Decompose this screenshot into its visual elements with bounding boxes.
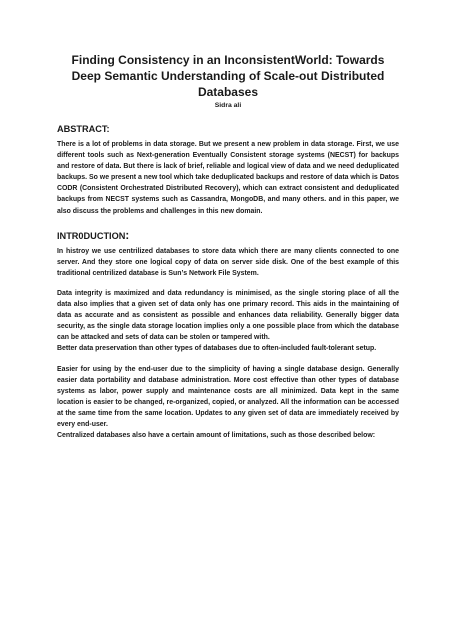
introduction-heading-text: INTR0DUCTION (57, 230, 126, 241)
abstract-text: There is a lot of problems in data storage. But we present a new problem in data storage. First, we use different tools such as Next-generation Eventually Consistent storage systems (NECST) for backups and restore of data. But there is lack of brief, reliable and logical view of data and we need deduplicated backups. So we present a new tool which take deduplicated backups and restore of data which is Datos CODR (Consistent Orchestrated Distributed Recovery), which can extract consistent and deduplicated backups from NECST systems such as Cassandra, MongoDB, and many others. and in this paper, we also discuss the problems and challenges in this new domain. (57, 141, 399, 215)
intro-paragraph-4: Easier for using by the end-user due to the simplicity of having a single database design. Generally easier data portability and database administration. More cost effective than other types of database systems as labor, power supply and maintenance costs are all minimized. Data kept in the same location is easier to be changed, re-organized, copied, or analyzed. All the information can be accessed at the same time from the same location. Updates to any given set of data are immediately received by every end-user. (57, 365, 399, 428)
introduction-heading (57, 230, 399, 242)
intro-paragraph-5: Centralized databases also have a certain amount of limitations, such as those described below: (57, 432, 376, 440)
paper-title: Finding Consistency in an InconsistentWorld: Towards Deep Semantic Understanding of Scale-out Distributed Databases (71, 53, 385, 99)
introduction-heading-colon: : (125, 229, 130, 242)
intro-paragraph-3: Better data preservation than other types of databases due to often-included fault-tolerant setup. (57, 345, 377, 353)
intro-paragraph-1: In histroy we use centrilized databases to store data which there are many clients connected to one server. And they store one logical copy of data on server side disk. One of the best example of this traditional centrilized database is Sun’s Network File System. (57, 247, 399, 277)
paper-author: Sidra ali (214, 102, 242, 109)
abstract-heading: ABSTRACT: (57, 124, 110, 134)
intro-paragraph-2: Data integrity is maximized and data redundancy is minimised, as the single storing place of all the data also implies that a given set of data only has one primary record. This aids in the maintaining of data as accurate and as consistent as possible and enhances data reliability. Generally bigger data security, as the single data storage location implies only a one possible place from which the database can be attacked and sets of data can be stolen or tampered with. (57, 289, 399, 342)
